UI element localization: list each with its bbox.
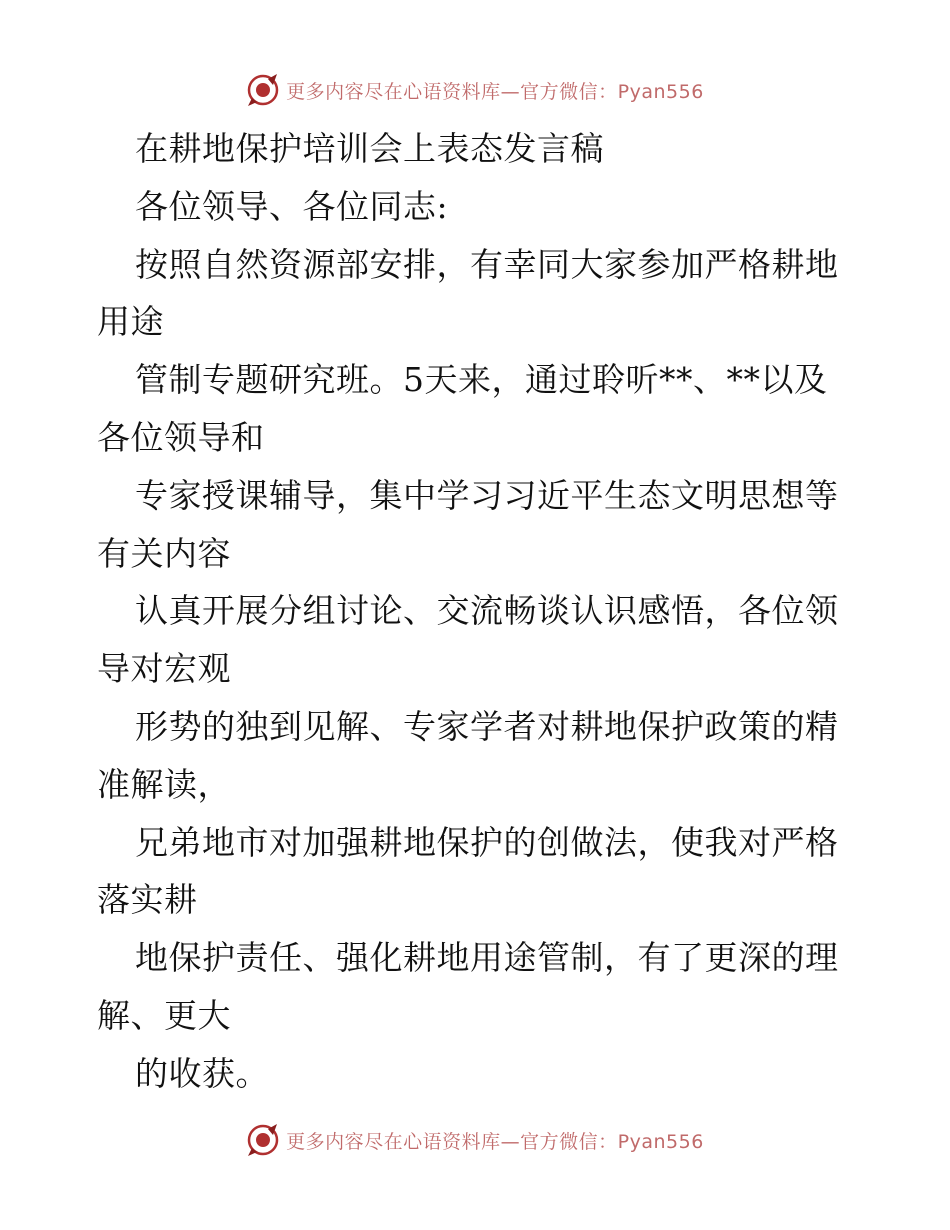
text-line: 用途: [97, 302, 164, 342]
text-line: 按照自然资源部安排，有幸同大家参加严格耕地: [135, 244, 839, 284]
pen-seal-icon: [246, 1123, 280, 1157]
text-line: 地保护责任、强化耕地用途管制，有了更深的理: [135, 938, 839, 978]
text-line: 各位领导、各位同志:: [135, 186, 449, 226]
text-line: 解、更大: [97, 995, 231, 1035]
text-line: 形势的独到见解、专家学者对耕地保护政策的精: [135, 706, 839, 746]
watermark-text: 更多内容尽在心语资料库—官方微信：Pyan556: [286, 1130, 704, 1153]
text-line: 兄弟地市对加强耕地保护的创做法，使我对严格: [135, 822, 839, 862]
text-line: 各位领导和: [97, 417, 265, 457]
text-line: 管制专题研究班。5天来，通过聆听**、**以及: [135, 360, 828, 400]
document-title: 在耕地保护培训会上表态发言稿: [135, 129, 604, 168]
text-line: 认真开展分组讨论、交流畅谈认识感悟，各位领: [135, 591, 839, 631]
document-body: [97, 120, 857, 1103]
text-line: 落实耕: [97, 880, 198, 920]
text-line: 有关内容: [97, 533, 231, 573]
text-line: 专家授课辅导，集中学习习近平生态文明思想等: [135, 475, 839, 515]
text-line: 的收获。: [135, 1053, 269, 1093]
watermark-footer: [0, 1120, 950, 1160]
watermark-header: [0, 70, 950, 110]
watermark-text: 更多内容尽在心语资料库—官方微信：Pyan556: [286, 80, 704, 103]
text-line: 导对宏观: [97, 649, 231, 689]
pen-seal-icon: [246, 73, 280, 107]
text-line: 准解读，: [97, 764, 231, 804]
